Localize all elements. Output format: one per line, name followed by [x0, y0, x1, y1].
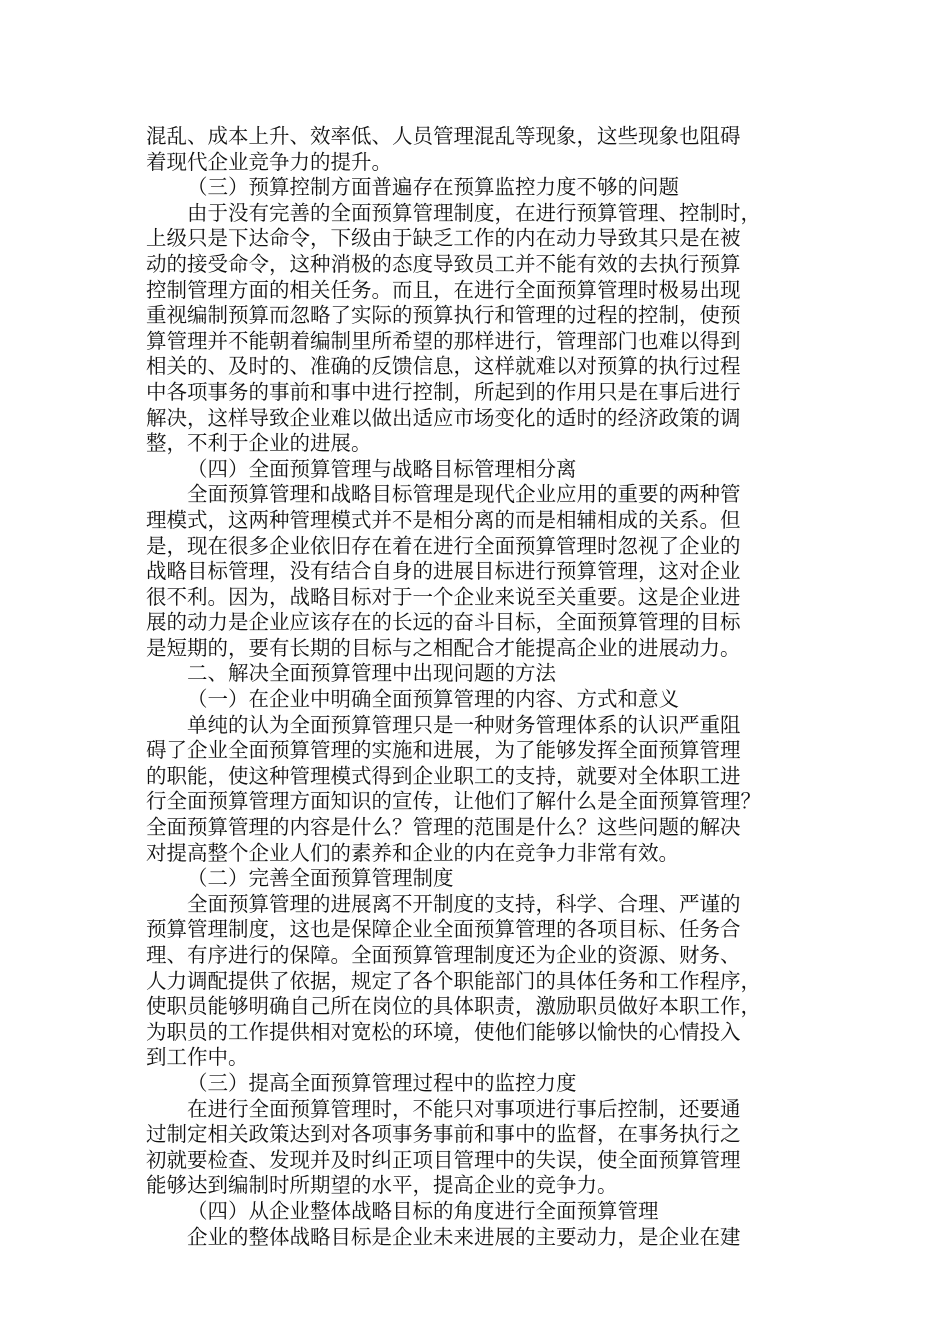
text-line: （四）从企业整体战略目标的角度进行全面预算管理	[187, 1198, 659, 1223]
text-line: 碍了企业全面预算管理的实施和进展，为了能够发挥全面预算管理	[146, 738, 741, 763]
text-line: 全面预算管理和战略目标管理是现代企业应用的重要的两种管	[187, 482, 741, 507]
text-line: 由于没有完善的全面预算管理制度，在进行预算管理、控制时，	[187, 200, 761, 225]
text-line: 在进行全面预算管理时，不能只对事项进行事后控制，还要通	[187, 1096, 741, 1121]
text-line: 过制定相关政策达到对各项事务事前和事中的监督，在事务执行之	[146, 1122, 741, 1147]
text-line: 对提高整个企业人们的素养和企业的内在竞争力非常有效。	[146, 840, 679, 865]
text-line: 企业的整体战略目标是企业未来进展的主要动力，是企业在建	[187, 1224, 741, 1249]
text-line: 行全面预算管理方面知识的宣传，让他们了解什么是全面预算管理？	[146, 789, 761, 814]
document-body	[146, 124, 796, 1250]
text-line: 人力调配提供了依据，规定了各个职能部门的具体任务和工作程序，	[146, 968, 761, 993]
text-line: 理模式，这两种管理模式并不是相分离的而是相辅相成的关系。但	[146, 507, 741, 532]
text-line: 的职能，使这种管理模式得到企业职工的支持，就要对全体职工进	[146, 763, 741, 788]
text-line: 单纯的认为全面预算管理只是一种财务管理体系的认识严重阻	[187, 712, 741, 737]
text-line: 混乱、成本上升、效率低、人员管理混乱等现象，这些现象也阻碍	[146, 124, 741, 148]
text-line: 相关的、及时的、准确的反馈信息，这样就难以对预算的执行过程	[146, 354, 741, 379]
text-line: 能够达到编制时所期望的水平，提高企业的竞争力。	[146, 1173, 618, 1198]
text-line: 展的动力是企业应该存在的长远的奋斗目标，全面预算管理的目标	[146, 610, 741, 635]
text-line: 整，不利于企业的进展。	[146, 431, 372, 456]
text-line: 动的接受命令，这种消极的态度导致员工并不能有效的去执行预算	[146, 251, 741, 276]
text-line: （四）全面预算管理与战略目标管理相分离	[187, 456, 577, 481]
text-line: 着现代企业竞争力的提升。	[146, 149, 392, 174]
text-line: 全面预算管理的内容是什么？管理的范围是什么？这些问题的解决	[146, 815, 741, 840]
text-line: 战略目标管理，没有结合自身的进展目标进行预算管理，这对企业	[146, 559, 741, 584]
text-line: 预算管理制度，这也是保障企业全面预算管理的各项目标、任务合	[146, 917, 741, 942]
text-line: 使职员能够明确自己所在岗位的具体职责，激励职员做好本职工作，	[146, 994, 761, 1019]
text-line: 上级只是下达命令，下级由于缺乏工作的内在动力导致其只是在被	[146, 226, 741, 251]
text-line: 是短期的，要有长期的目标与之相配合才能提高企业的进展动力。	[146, 635, 741, 660]
text-line: 重视编制预算而忽略了实际的预算执行和管理的过程的控制，使预	[146, 303, 741, 328]
text-line: 解决，这样导致企业难以做出适应市场变化的适时的经济政策的调	[146, 405, 741, 430]
text-line: （一）在企业中明确全面预算管理的内容、方式和意义	[187, 687, 679, 712]
text-line: 理、有序进行的保障。全面预算管理制度还为企业的资源、财务、	[146, 943, 741, 967]
text-line: 全面预算管理的进展离不开制度的支持，科学、合理、严谨的	[187, 891, 741, 916]
text-line: 初就要检查、发现并及时纠正项目管理中的失误，使全面预算管理	[146, 1147, 741, 1172]
text-line: （三）提高全面预算管理过程中的监控力度	[187, 1070, 577, 1095]
text-line: 中各项事务的事前和事中进行控制，所起到的作用只是在事后进行	[146, 379, 741, 404]
text-line: 算管理并不能朝着编制里所希望的那样进行，管理部门也难以得到	[146, 328, 741, 353]
text-line: （三）预算控制方面普遍存在预算监控力度不够的问题	[187, 175, 679, 200]
text-line: 是，现在很多企业依旧存在着在进行全面预算管理时忽视了企业的	[146, 533, 741, 558]
text-line: （二）完善全面预算管理制度	[187, 866, 454, 891]
text-line: 控制管理方面的相关任务。而且，在进行全面预算管理时极易出现	[146, 277, 741, 302]
text-line: 到工作中。	[146, 1045, 249, 1070]
text-line: 为职员的工作提供相对宽松的环境，使他们能够以愉快的心情投入	[146, 1019, 741, 1044]
text-line: 很不利。因为，战略目标对于一个企业来说至关重要。这是企业进	[146, 584, 741, 609]
text-line: 二、解决全面预算管理中出现问题的方法	[187, 661, 556, 686]
